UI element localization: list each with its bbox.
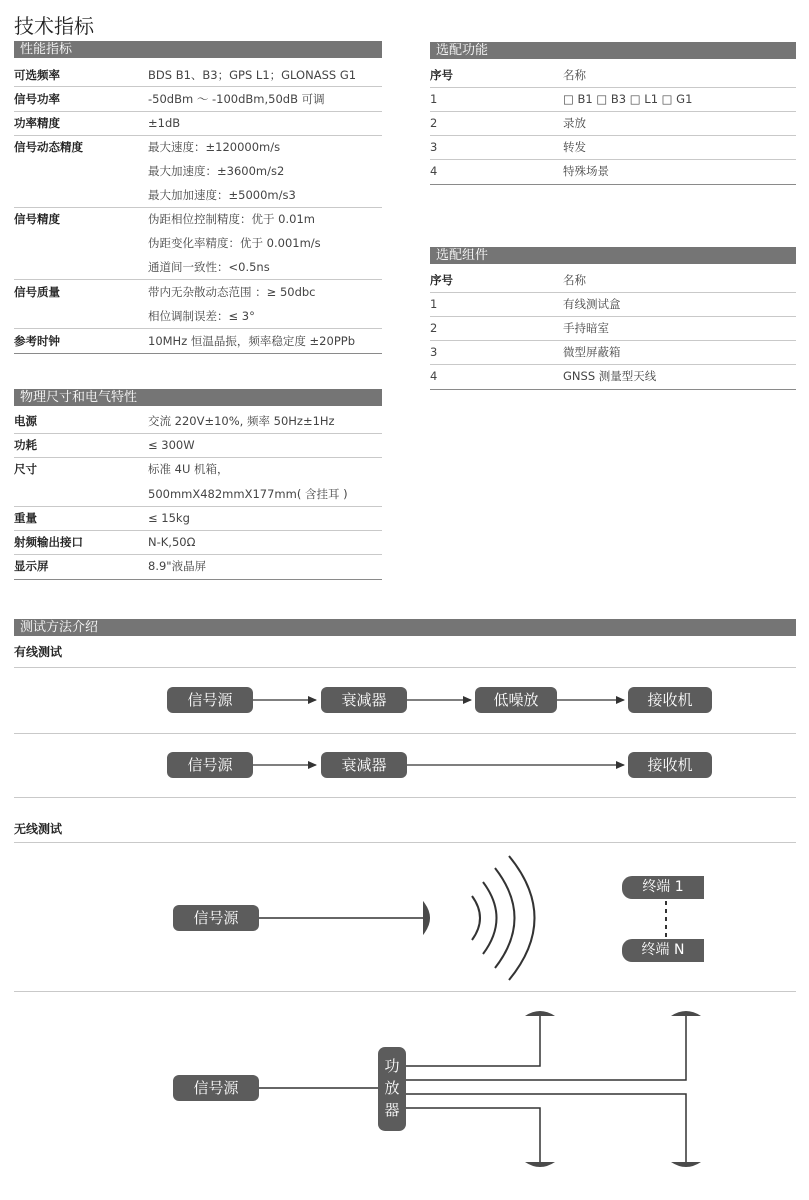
spec-value: 10MHz 恒温晶振，频率稳定度 ±20PPb <box>148 334 355 348</box>
spec-value: ≤ 15kg <box>148 511 190 525</box>
row-no: 3 <box>430 345 438 359</box>
row-no: 2 <box>430 116 438 130</box>
spec-value: 带内无杂散动态范围 ：≥ 50dbc <box>148 285 316 299</box>
row-name: 有线测试盒 <box>563 297 621 311</box>
wired-test-title: 有线测试 <box>14 645 63 659</box>
options-header: 选配功能 <box>430 42 796 59</box>
page-title: 技术指标 <box>14 14 94 38</box>
row-name: □ B1 □ B3 □ L1 □ G1 <box>563 92 693 106</box>
col-name: 名称 <box>563 68 586 82</box>
spec-value: 标准 4U 机箱， <box>148 462 229 476</box>
spec-key: 信号功率 <box>14 92 60 106</box>
spec-key: 尺寸 <box>14 462 37 476</box>
terminal-1-box: 终端 1 <box>622 876 704 899</box>
row-no: 2 <box>430 321 438 335</box>
row-name: 特殊场景 <box>563 164 609 178</box>
attenuator-box: 衰减器 <box>321 752 407 778</box>
amplifier-box <box>378 1047 406 1131</box>
spec-value: N-K,50Ω <box>148 535 196 549</box>
spec-value: 最大加速度：±3600m/s2 <box>148 164 285 178</box>
signal-source-box: 信号源 <box>167 752 253 778</box>
spec-value: 通道间一致性：<0.5ns <box>148 260 270 274</box>
signal-source-box: 信号源 <box>173 905 259 931</box>
amplifier-char: 功 <box>384 1057 400 1075</box>
row-no: 1 <box>430 297 438 311</box>
amplifier-char: 放 <box>384 1079 400 1097</box>
spec-value: 伪距相位控制精度：优于 0.01m <box>148 212 315 226</box>
spec-key: 功耗 <box>14 438 37 452</box>
divider <box>14 797 796 798</box>
spec-key: 信号动态精度 <box>14 140 83 154</box>
divider <box>14 733 796 734</box>
spec-value: 500mmX482mmX177mm( 含挂耳 ) <box>148 487 348 501</box>
spec-value: -50dBm ～ -100dBm,50dB 可调 <box>148 92 325 106</box>
lna-box: 低噪放 <box>475 687 557 713</box>
spec-value: ≤ 300W <box>148 438 195 452</box>
spec-key: 重量 <box>14 511 37 525</box>
spec-value: 相位调制误差：≤ 3° <box>148 309 255 323</box>
receiver-box: 接收机 <box>628 687 712 713</box>
terminal-n-box: 终端 N <box>622 939 704 962</box>
col-no: 序号 <box>430 273 453 287</box>
spec-value: 交流 220V±10%, 频率 50Hz±1Hz <box>148 414 335 428</box>
col-no: 序号 <box>430 68 453 82</box>
spec-key: 信号精度 <box>14 212 60 226</box>
row-name: 转发 <box>563 140 586 154</box>
attenuator-box: 衰减器 <box>321 687 407 713</box>
methods-header: 测试方法介绍 <box>14 619 796 636</box>
spec-value: 伪距变化率精度：优于 0.001m/s <box>148 236 321 250</box>
spec-key: 可选频率 <box>14 68 60 82</box>
spec-key: 功率精度 <box>14 116 60 130</box>
spec-key: 电源 <box>14 414 37 428</box>
performance-header: 性能指标 <box>14 41 382 58</box>
row-no: 3 <box>430 140 438 154</box>
physical-header: 物理尺寸和电气特性 <box>14 389 382 406</box>
spec-key: 参考时钟 <box>14 334 60 348</box>
spec-value: 最大加加速度：±5000m/s3 <box>148 188 296 202</box>
spec-key: 信号质量 <box>14 285 60 299</box>
col-name: 名称 <box>563 273 586 287</box>
signal-source-box: 信号源 <box>173 1075 259 1101</box>
spec-key: 射频输出接口 <box>14 535 83 549</box>
signal-source-box: 信号源 <box>167 687 253 713</box>
amplifier-char: 器 <box>384 1101 400 1119</box>
spec-value: ±1dB <box>148 116 181 130</box>
row-no: 4 <box>430 164 438 178</box>
row-no: 1 <box>430 92 438 106</box>
divider <box>14 991 796 992</box>
receiver-box: 接收机 <box>628 752 712 778</box>
spec-value: 最大速度：±120000m/s <box>148 140 281 154</box>
row-no: 4 <box>430 369 438 383</box>
spec-key: 显示屏 <box>14 559 49 573</box>
spec-value: BDS B1、B3；GPS L1；GLONASS G1 <box>148 68 357 82</box>
divider <box>14 842 796 843</box>
row-name: GNSS 测量型天线 <box>563 369 657 383</box>
row-name: 录放 <box>563 116 586 130</box>
components-header: 选配组件 <box>430 247 796 264</box>
wireless-test-title: 无线测试 <box>14 822 63 836</box>
row-name: 微型屏蔽箱 <box>563 345 621 359</box>
row-name: 手持暗室 <box>563 321 609 335</box>
spec-value: 8.9"液晶屏 <box>148 559 207 573</box>
